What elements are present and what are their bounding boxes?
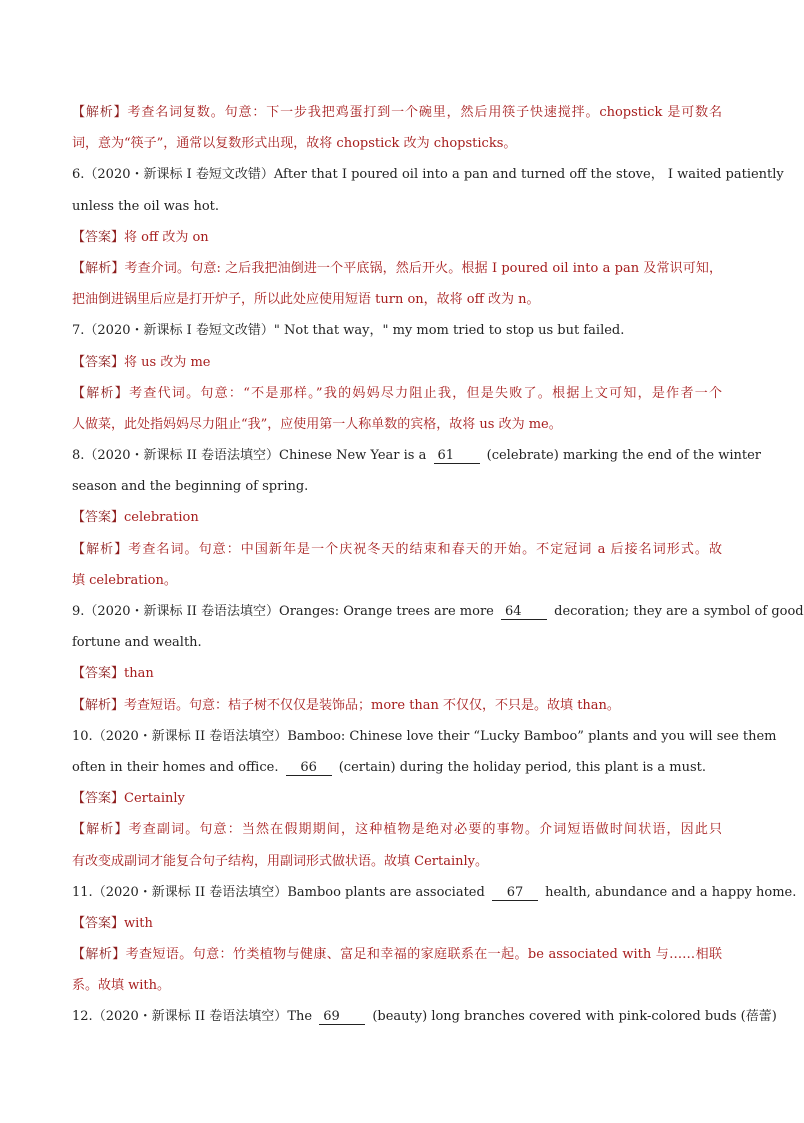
question-line: [72, 191, 722, 222]
question-text: After that I poured oil into a pan and turned off the stove， I waited patiently: [273, 167, 784, 183]
question-text: Chinese New Year is a: [279, 448, 427, 464]
question-text: health, abundance and a happy home.: [545, 884, 797, 900]
question-source: （2020・新课标 II 卷语法填空）: [84, 448, 280, 464]
question-text: Bamboo plants are associated: [287, 884, 485, 900]
question-line: [72, 471, 722, 502]
analysis-line: [72, 253, 722, 284]
question-text: (celebrate) marking the end of the winter: [486, 448, 762, 464]
answer-line: [72, 347, 722, 378]
fill-blank: 61: [434, 449, 480, 464]
question-text: unless the oil was hot.: [72, 198, 220, 214]
analysis-text: 考查副词。句意：当然在假期期间，这种植物是绝对必要的事物。介词短语做时间状语，因此只: [128, 822, 722, 838]
question-line: [72, 315, 722, 346]
analysis-line: [72, 814, 722, 845]
analysis-text: 系。故填 with。: [72, 978, 171, 994]
answer-tag: 【答案】: [72, 791, 125, 807]
analysis-text: 填 celebration。: [72, 572, 177, 588]
analysis-tag: 【解析】: [72, 385, 130, 401]
answer-line: [72, 222, 722, 253]
analysis-text: 考查短语。句意：桔子树不仅仅是装饰品；more than 不仅仅，不只是。故填 than。: [124, 697, 620, 713]
answer-text: than: [124, 666, 154, 682]
analysis-line: [72, 970, 722, 1001]
question-number: 6.: [72, 167, 85, 183]
analysis-text: 考查介词。句意: 之后我把油倒进一个平底锅，然后开火。根据 I poured oil into a pan 及常识可知，: [124, 260, 722, 276]
analysis-line: [72, 846, 722, 877]
question-text: season and the beginning of spring.: [72, 479, 309, 495]
question-number: 9.: [72, 604, 85, 619]
analysis-text: 词，意为“筷子”，通常以复数形式出现，故将 chopstick 改为 chopsticks。: [72, 136, 517, 152]
question-text: often in their homes and office.: [72, 759, 279, 775]
analysis-line: [72, 565, 722, 596]
analysis-line: [72, 939, 722, 970]
analysis-text: 把油倒进锅里后应是打开炉子，所以此处应使用短语 turn on，故将 off 改为 n。: [72, 292, 540, 308]
analysis-text: 有改变成副词才能复合句子结构，用副词形式做状语。故填 Certainly。: [72, 853, 488, 869]
fill-blank: 66: [286, 761, 332, 776]
analysis-tag: 【解析】: [72, 541, 129, 557]
analysis-tag: 【解析】: [72, 697, 125, 713]
question-text: decoration; they are a symbol of good: [554, 604, 804, 619]
question-source: （2020・新课标 I 卷短文改错）: [84, 167, 274, 183]
answer-tag: 【答案】: [72, 510, 125, 526]
analysis-text: 人做菜，此处指妈妈尽力阻止“我”，应使用第一人称单数的宾格，故将 us 改为 me。: [72, 416, 562, 432]
question-text: The: [287, 1009, 313, 1025]
analysis-tag: 【解析】: [72, 105, 128, 120]
answer-line: [72, 502, 722, 533]
question-line: [72, 721, 777, 752]
question-source: （2020・新课标 II 卷语法填空）: [92, 1009, 288, 1025]
analysis-text: 考查名词复数。句意：下一步我把鸡蛋打到一个碗里，然后用筷子快速搅拌。chopstick 是可数名: [127, 105, 722, 120]
analysis-tag: 【解析】: [72, 947, 126, 963]
analysis-line: [72, 97, 722, 128]
analysis-line: [72, 284, 722, 315]
analysis-line: [72, 128, 722, 159]
analysis-line: [72, 534, 722, 565]
question-text: (certain) during the holiday period, this plant is a must.: [338, 759, 706, 775]
answer-tag: 【答案】: [72, 666, 125, 682]
question-line: [72, 1001, 777, 1032]
answer-text: celebration: [124, 510, 199, 526]
question-source: （2020・新课标 II 卷语法填空）: [92, 728, 288, 744]
question-text: " Not that way，" my mom tried to stop us but failed.: [273, 323, 625, 339]
answer-line: [72, 658, 722, 689]
question-text: (beauty) long branches covered with pink-colored buds (蓓蕾): [372, 1009, 777, 1025]
fill-blank: 69: [319, 1010, 365, 1025]
question-line: [72, 627, 722, 658]
document-page: [72, 97, 804, 1033]
question-number: 10.: [72, 728, 93, 744]
answer-tag: 【答案】: [72, 354, 125, 370]
question-text: fortune and wealth.: [72, 635, 202, 651]
analysis-text: 考查短语。句意：竹类植物与健康、富足和幸福的家庭联系在一起。be associated with 与……相联: [125, 947, 722, 963]
question-number: 12.: [72, 1009, 93, 1025]
analysis-tag: 【解析】: [72, 260, 125, 276]
question-line: [72, 877, 797, 908]
question-number: 7.: [72, 323, 85, 339]
answer-line: [72, 908, 722, 939]
question-line: [72, 159, 784, 190]
analysis-text: 考查代词。句意：: [129, 385, 244, 401]
answer-text: 将 us 改为 me: [124, 354, 211, 370]
analysis-line: [72, 378, 722, 409]
answer-tag: 【答案】: [72, 915, 125, 931]
answer-tag: 【答案】: [72, 229, 125, 245]
fill-blank: 64: [501, 605, 547, 620]
question-line: [72, 596, 804, 627]
answer-text: with: [124, 915, 153, 931]
question-source: （2020・新课标 II 卷语法填空）: [84, 604, 280, 619]
question-source: （2020・新课标 I 卷短文改错）: [84, 323, 274, 339]
question-number: 8.: [72, 448, 85, 464]
question-number: 11.: [72, 884, 93, 900]
question-source: （2020・新课标 II 卷语法填空）: [92, 884, 288, 900]
fill-blank: 67: [492, 886, 538, 901]
question-line: [72, 752, 722, 783]
question-text: Bamboo: Chinese love their “Lucky Bamboo” plants and you will see them: [287, 728, 777, 744]
analysis-line: [72, 409, 722, 440]
answer-text: Certainly: [124, 791, 185, 807]
question-text: Oranges: Orange trees are more: [279, 604, 494, 619]
analysis-line: [72, 690, 722, 721]
analysis-text: “不是那样。”我的妈妈尽力阻止我，但是失败了。根据上文可知，是作者一个: [243, 385, 722, 401]
answer-line: [72, 783, 722, 814]
analysis-text: 考查名词。句意：中国新年是一个庆祝冬天的结束和春天的开始。不定冠词 a 后接名词形式。故: [128, 541, 722, 557]
analysis-tag: 【解析】: [72, 822, 129, 838]
answer-text: 将 off 改为 on: [124, 229, 209, 245]
question-line: [72, 440, 762, 471]
